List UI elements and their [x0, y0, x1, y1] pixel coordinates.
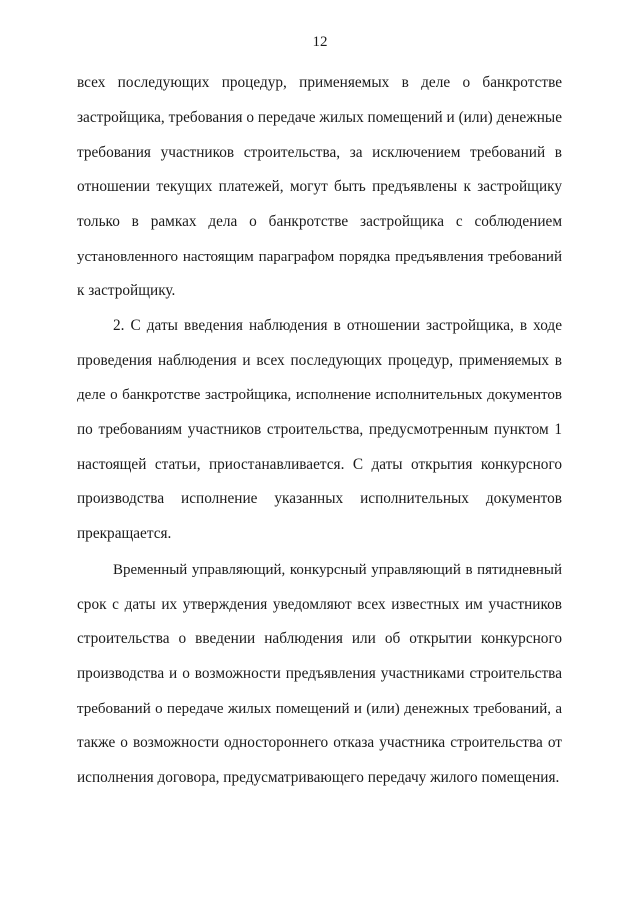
text-line: срок с даты их утверждения уведомляют всех известных им участников — [77, 596, 562, 613]
text-line: требований о передаче жилых помещений и (или) денежных требований, а — [77, 701, 562, 717]
text-line: только в рамках дела о банкротстве застройщика с соблюдением — [77, 213, 562, 230]
text-line: всех последующих процедур, применяемых в деле о банкротстве — [77, 74, 562, 91]
text-line: прекращается. — [77, 525, 172, 542]
text-line: настоящей статьи, приостанавливается. С даты открытия конкурсного — [77, 456, 562, 473]
text-line: к застройщику. — [77, 282, 176, 299]
text-line: производства исполнение указанных исполнительных документов — [77, 490, 562, 507]
text-line: производства и о возможности предъявления участниками строительства — [77, 665, 562, 682]
text-line: проведения наблюдения и всех последующих процедур, применяемых в — [77, 352, 562, 369]
page-number: 12 — [312, 34, 328, 50]
text-line: установленного настоящим параграфом порядка предъявления требований — [77, 249, 562, 265]
text-line: также о возможности одностороннего отказа участника строительства от — [77, 734, 562, 751]
text-line: строительства о введении наблюдения или об открытии конкурсного — [77, 630, 562, 647]
text-line: по требованиям участников строительства, предусмотренным пунктом 1 — [77, 421, 562, 438]
text-line: деле о банкротстве застройщика, исполнение исполнительных документов — [77, 387, 562, 403]
text-line: Временный управляющий, конкурсный управляющий в пятидневный — [113, 562, 562, 578]
text-line: требования участников строительства, за исключением требований в — [77, 144, 562, 161]
text-line: 2. С даты введения наблюдения в отношении застройщика, в ходе — [113, 317, 562, 334]
text-line: отношении текущих платежей, могут быть предъявлены к застройщику — [77, 178, 562, 195]
text-line: исполнения договора, предусматривающего передачу жилого помещения. — [77, 769, 560, 786]
text-line: застройщика, требования о передаче жилых помещений и (или) денежные — [77, 109, 562, 126]
